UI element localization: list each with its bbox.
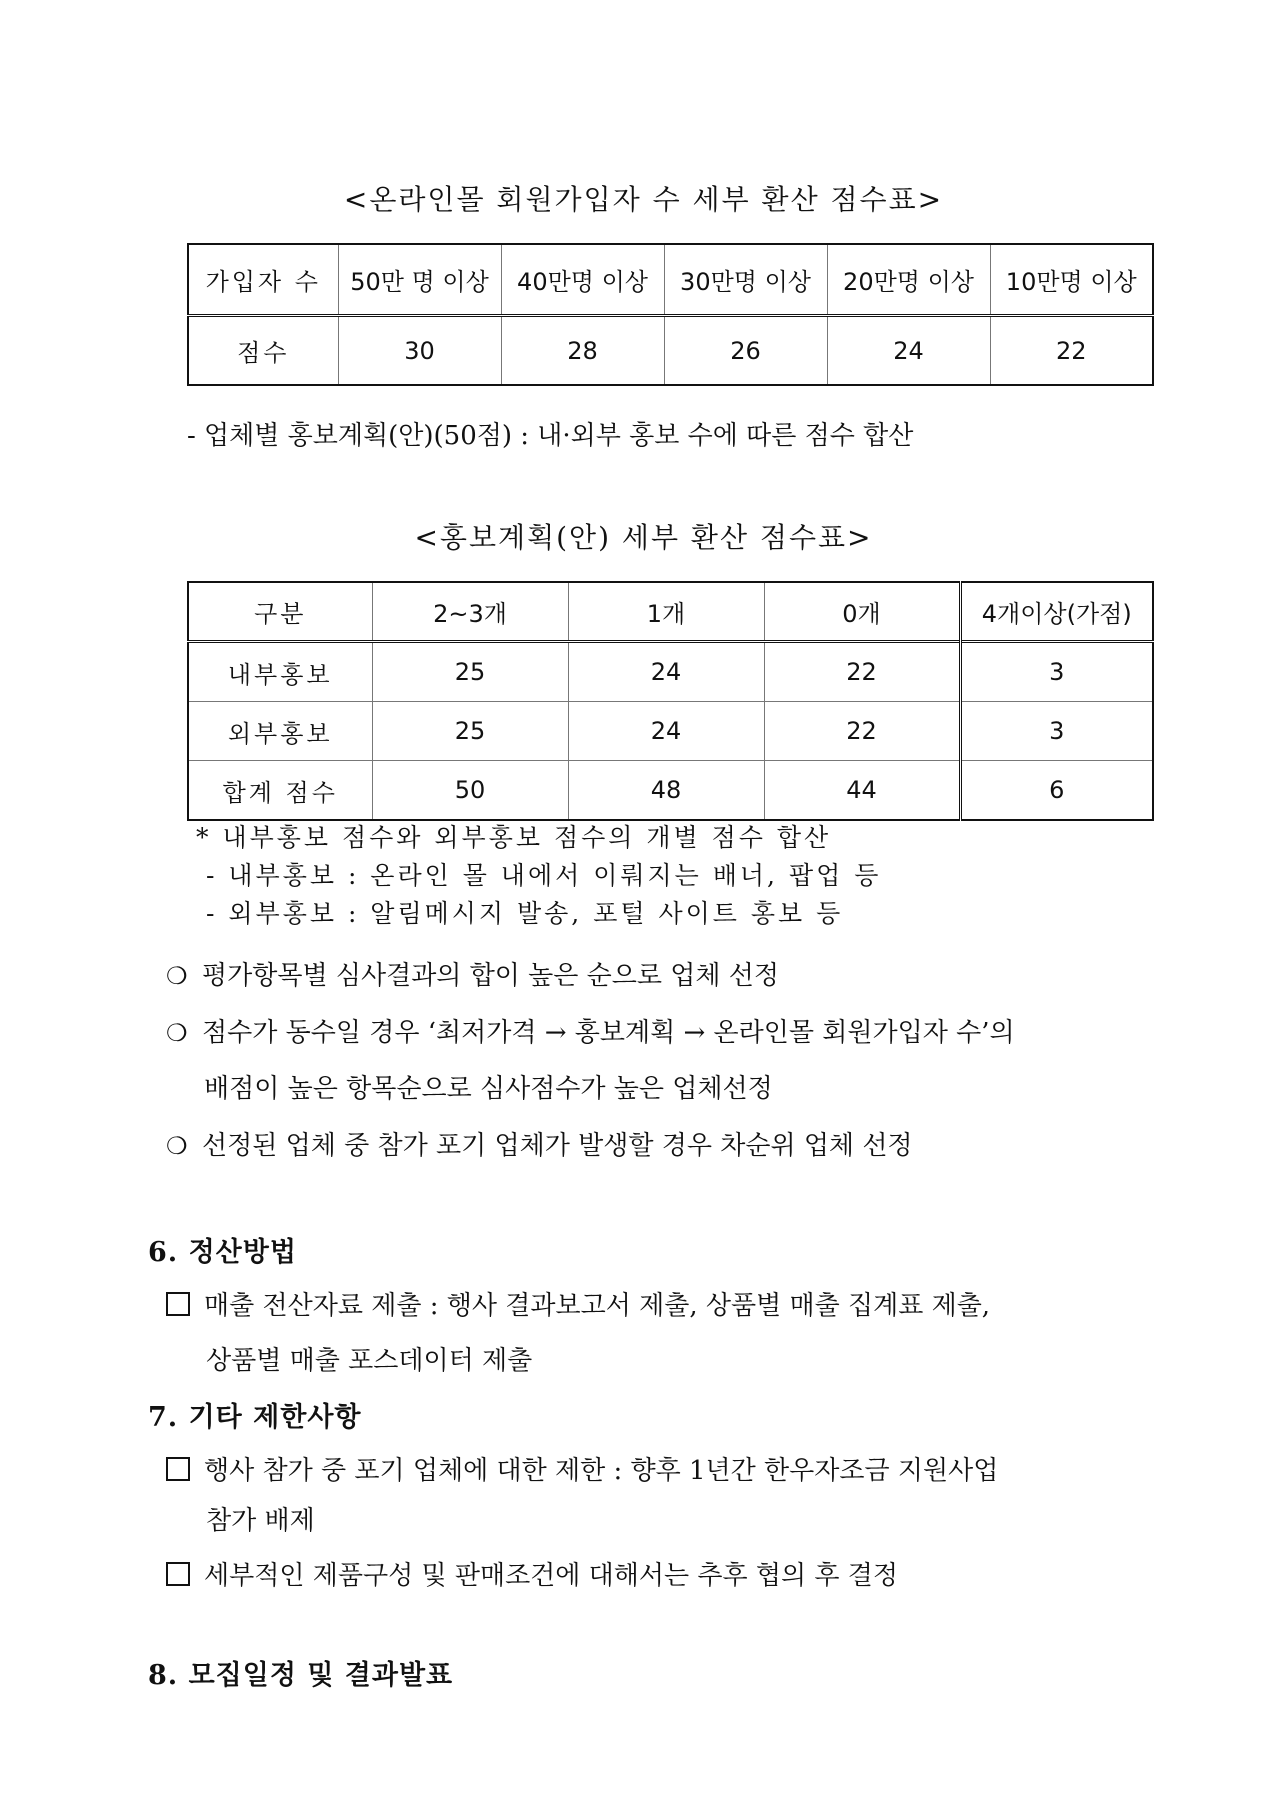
signup-score-table xyxy=(187,243,1154,386)
section8-heading: 8. 모집일정 및 결과발표 xyxy=(148,1660,454,1691)
table-cell: 25 xyxy=(372,642,568,702)
table-cell: 50 xyxy=(372,761,568,821)
table-header-row xyxy=(188,582,1153,642)
note-line: - 외부홍보 : 알림메시지 발송, 포털 사이트 홍보 등 xyxy=(206,899,844,928)
bullet-item xyxy=(166,1012,1160,1049)
checkbox-square-icon xyxy=(166,1457,190,1481)
checkbox-square-icon xyxy=(166,1292,190,1316)
promo-score-table xyxy=(187,581,1154,821)
table-header-cell: 2~3개 xyxy=(372,582,568,642)
bullet-item xyxy=(166,955,779,992)
table-header-row xyxy=(188,244,1153,316)
table-header-cell: 0개 xyxy=(764,582,960,642)
item-text: 매출 전산자료 제출 : 행사 결과보고서 제출, 상품별 매출 집계표 제출, xyxy=(204,1291,991,1321)
section6-item xyxy=(166,1285,1160,1322)
checkbox-square-icon xyxy=(166,1562,190,1586)
table-cell: 26 xyxy=(664,316,827,386)
section7-item xyxy=(166,1450,1160,1487)
table-row xyxy=(188,316,1153,386)
table-cell: 24 xyxy=(827,316,990,386)
table-cell: 3 xyxy=(960,642,1153,702)
item-text: 행사 참가 중 포기 업체에 대한 제한 : 향후 1년간 한우자조금 지원사업 xyxy=(204,1456,999,1486)
table1-caption: <온라인몰 회원가입자 수 세부 환산 점수표> xyxy=(343,183,944,216)
table-cell: 24 xyxy=(568,702,764,761)
bullet-text: 점수가 동수일 경우 ‘최저가격 → 홍보계획 → 온라인몰 회원가입자 수’의 xyxy=(202,1018,1015,1048)
table2-caption: <홍보계획(안) 세부 환산 점수표> xyxy=(414,521,873,554)
table-cell: 25 xyxy=(372,702,568,761)
table-row xyxy=(188,761,1153,821)
table-header-cell: 30만명 이상 xyxy=(664,244,827,316)
table-header-cell: 40만명 이상 xyxy=(501,244,664,316)
bullet-continuation: 배점이 높은 항목순으로 심사점수가 높은 업체선정 xyxy=(204,1074,773,1104)
table-header-cell: 10만명 이상 xyxy=(990,244,1153,316)
section6-item-continuation: 상품별 매출 포스데이터 제출 xyxy=(206,1346,533,1376)
table-cell: 28 xyxy=(501,316,664,386)
table-header-cell: 4개이상(가점) xyxy=(960,582,1153,642)
table-cell: 내부홍보 xyxy=(188,642,372,702)
item-text: 세부적인 제품구성 및 판매조건에 대해서는 추후 협의 후 결정 xyxy=(204,1561,899,1591)
section7-heading: 7. 기타 제한사항 xyxy=(148,1402,362,1433)
table-header-cell: 20만명 이상 xyxy=(827,244,990,316)
table-cell: 3 xyxy=(960,702,1153,761)
table-header-cell: 50만 명 이상 xyxy=(338,244,501,316)
section6-heading: 6. 정산방법 xyxy=(148,1237,297,1268)
promo-plan-note: - 업체별 홍보계획(안)(50점) : 내·외부 홍보 수에 따른 점수 합산 xyxy=(187,421,914,451)
table-cell: 48 xyxy=(568,761,764,821)
table-header-cell: 1개 xyxy=(568,582,764,642)
table-row xyxy=(188,642,1153,702)
bullet-item xyxy=(166,1125,913,1162)
table-cell: 44 xyxy=(764,761,960,821)
table-row xyxy=(188,702,1153,761)
bullet-text: 평가항목별 심사결과의 합이 높은 순으로 업체 선정 xyxy=(202,961,780,991)
section7-item xyxy=(166,1555,898,1592)
table-header-cell: 가입자 수 xyxy=(188,244,338,316)
table-cell: 점수 xyxy=(188,316,338,386)
circle-bullet-icon: ❍ xyxy=(166,1019,188,1047)
note-line: * 내부홍보 점수와 외부홍보 점수의 개별 점수 합산 xyxy=(196,823,832,852)
table-cell: 30 xyxy=(338,316,501,386)
table-cell: 22 xyxy=(764,702,960,761)
note-line: - 내부홍보 : 온라인 몰 내에서 이뤄지는 배너, 팝업 등 xyxy=(206,861,882,890)
table-cell: 24 xyxy=(568,642,764,702)
table-cell: 6 xyxy=(960,761,1153,821)
table-cell: 합계 점수 xyxy=(188,761,372,821)
table-header-cell: 구분 xyxy=(188,582,372,642)
section7-item-continuation: 참가 배제 xyxy=(206,1506,315,1536)
circle-bullet-icon: ❍ xyxy=(166,962,188,990)
table-cell: 외부홍보 xyxy=(188,702,372,761)
table-cell: 22 xyxy=(990,316,1153,386)
bullet-text: 선정된 업체 중 참가 포기 업체가 발생할 경우 차순위 업체 선정 xyxy=(202,1131,913,1161)
table-cell: 22 xyxy=(764,642,960,702)
circle-bullet-icon: ❍ xyxy=(166,1132,188,1160)
